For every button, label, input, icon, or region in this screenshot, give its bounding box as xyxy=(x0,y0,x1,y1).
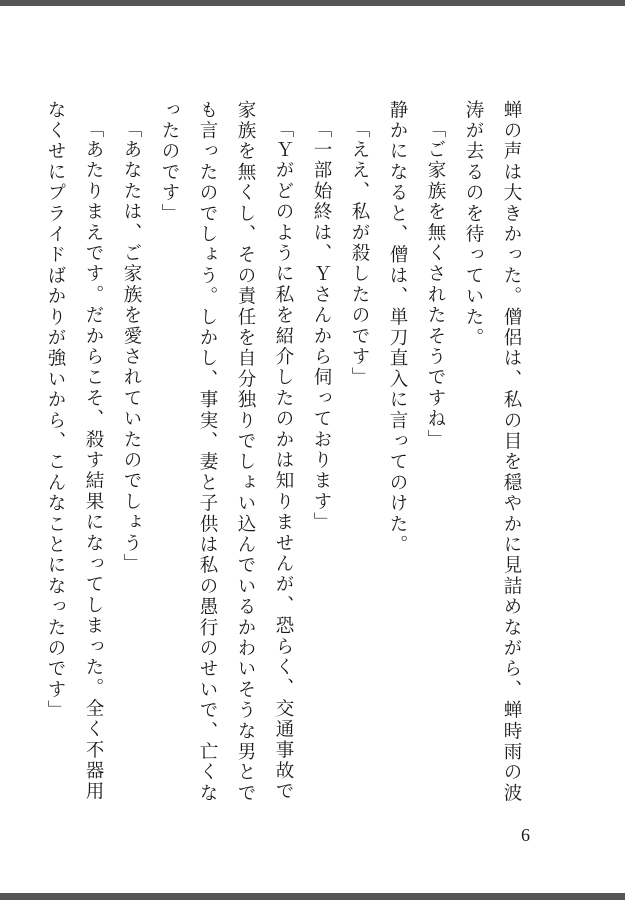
paragraph-7: 「あなたは、ご家族を愛されていたのでしょう」 xyxy=(121,118,142,574)
paragraph-4: 「ええ、私が殺したのです」 xyxy=(349,118,370,388)
bottom-border-bar xyxy=(0,893,625,900)
paragraph-1: 蝉の声は大きかった。僧侶は、私の目を穏やかに見詰めながら、蝉時雨の波涛が去るのを待っていた。 xyxy=(463,100,522,804)
paragraph-3: 静かになると、僧は、単刀直入に言ってのけた。 xyxy=(387,100,408,556)
paragraph-5: 「一部始終は、Ｙさんから伺っております」 xyxy=(311,118,332,533)
paragraph-2: 「ご家族を無くされたそうですね」 xyxy=(425,118,446,450)
page-number: 6 xyxy=(521,825,530,845)
top-border-bar xyxy=(0,0,625,6)
paragraph-6: 「Ｙがどのように私を紹介したのかは知りませんが、恐らく、交通事故で家族を無くし、その責任を自分独りでしょい込んでいるかわいそうな男とでも言ったのでしょう。しかし、事実、妻と子供は私の愚行のせいで、亡くなったのです」 xyxy=(159,100,294,804)
paragraph-8: 「あたりまえです。だからこそ、殺す結果になってしまった。全く不器用なくせにプライドばかりが強いから、こんなことになったのです」 xyxy=(45,100,104,802)
vertical-text-body xyxy=(45,100,530,820)
